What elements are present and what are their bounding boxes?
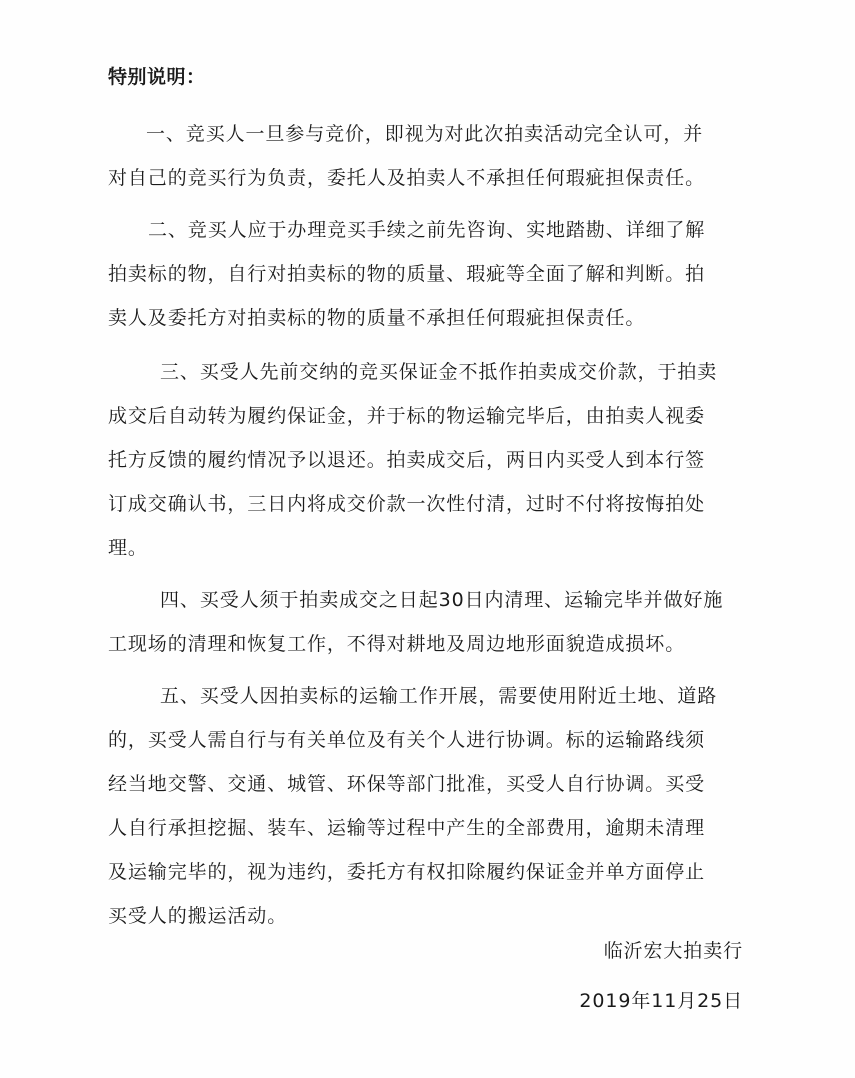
paragraph-line: 工现场的清理和恢复工作，不得对耕地及周边地形面貌造成损坏。: [108, 633, 686, 655]
paragraph-line: 四、买受人须于拍卖成交之日起30日内清理、运输完毕并做好施: [160, 589, 724, 611]
paragraph-2: [108, 208, 748, 340]
paragraph-line: 一、竞买人一旦参与竞价，即视为对此次拍卖活动完全认可，并: [146, 123, 704, 145]
paragraph-1: [108, 112, 748, 200]
paragraph-3: [108, 350, 748, 570]
paragraph-line: 的，买受人需自行与有关单位及有关个人进行协调。标的运输路线须: [108, 729, 706, 751]
document-heading: 特别说明：: [108, 66, 206, 88]
paragraph-line: 三、买受人先前交纳的竞买保证金不抵作拍卖成交价款，于拍卖: [160, 361, 718, 383]
paragraph-line: 人自行承担挖掘、装车、运输等过程中产生的全部费用，逾期未清理: [108, 817, 706, 839]
paragraph-line: 五、买受人因拍卖标的运输工作开展，需要使用附近土地、道路: [160, 685, 718, 707]
paragraph-4: [108, 578, 748, 666]
paragraph-line: 二、竞买人应于办理竞买手续之前先咨询、实地踏勘、详细了解: [148, 219, 706, 241]
paragraph-line: 理。: [108, 537, 148, 559]
paragraph-line: 卖人及委托方对拍卖标的物的质量不承担任何瑕疵担保责任。: [108, 307, 646, 329]
paragraph-5: [108, 674, 748, 938]
signature-organization: 临沂宏大拍卖行: [603, 940, 743, 962]
paragraph-line: 成交后自动转为履约保证金，并于标的物运输完毕后，由拍卖人视委: [108, 405, 706, 427]
paragraph-line: 经当地交警、交通、城管、环保等部门批准，买受人自行协调。买受: [108, 773, 706, 795]
signature-date: 2019年11月25日: [579, 990, 743, 1012]
paragraph-line: 订成交确认书，三日内将成交价款一次性付清，过时不付将按悔拍处: [108, 493, 706, 515]
paragraph-line: 及运输完毕的，视为违约，委托方有权扣除履约保证金并单方面停止: [108, 861, 706, 883]
paragraph-line: 托方反馈的履约情况予以退还。拍卖成交后，两日内买受人到本行签: [108, 449, 706, 471]
paragraph-line: 买受人的搬运活动。: [108, 905, 288, 927]
paragraph-line: 拍卖标的物，自行对拍卖标的物的质量、瑕疵等全面了解和判断。拍: [108, 263, 706, 285]
paragraph-line: 对自己的竞买行为负责，委托人及拍卖人不承担任何瑕疵担保责任。: [108, 167, 706, 189]
